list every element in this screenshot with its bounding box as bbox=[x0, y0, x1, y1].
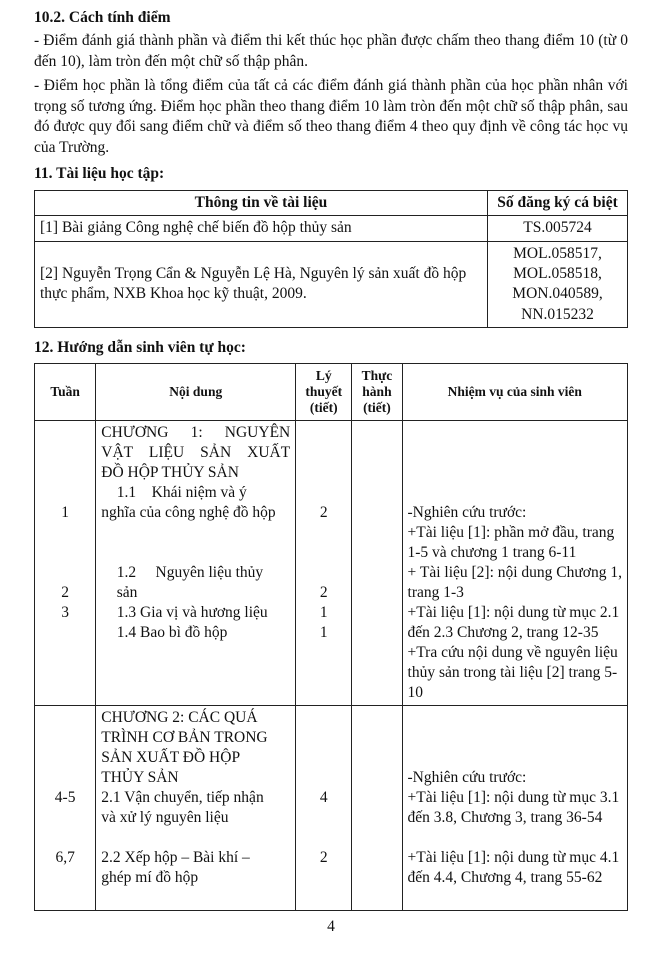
content-line: CHƯƠNG 2: CÁC QUÁ bbox=[101, 708, 258, 726]
header-week: Tuần bbox=[35, 363, 96, 420]
table-row bbox=[35, 420, 628, 705]
task-line: đến 4.4, Chương 4, trang 55-62 bbox=[407, 868, 603, 886]
theory-line bbox=[301, 423, 346, 443]
content-line: CHƯƠNG 1: NGUYÊN bbox=[101, 423, 291, 441]
task-line: đến 2.3 Chương 2, trang 12-35 bbox=[407, 623, 599, 641]
grading-paragraph-1: - Điểm đánh giá thành phần và điểm thi kết thúc học phần được chấm theo thang điểm 10 (từ 0 đến 10), làm tròn đến một chữ số thập phân. bbox=[34, 32, 628, 70]
content-line: ĐỒ HỘP THỦY SẢN bbox=[101, 463, 239, 481]
week-line bbox=[40, 768, 90, 788]
theory-line bbox=[301, 708, 346, 728]
content-line: 2.1 Vận chuyển, tiếp nhận bbox=[101, 788, 264, 806]
week-line bbox=[40, 728, 90, 748]
content-line: 2.2 Xếp hộp – Bài khí – bbox=[101, 848, 250, 866]
header-theory bbox=[296, 363, 352, 420]
theory-line bbox=[301, 868, 346, 888]
task-line: 1-5 và chương 1 trang 6-11 bbox=[407, 543, 577, 561]
header-tasks: Nhiệm vụ của sinh viên bbox=[402, 363, 627, 420]
task-line bbox=[408, 443, 622, 463]
header-theory-line: Lý bbox=[315, 367, 332, 383]
theory-line bbox=[301, 888, 346, 908]
self-study-header-row bbox=[35, 363, 628, 420]
week-line: 1 bbox=[61, 503, 69, 521]
week-line bbox=[40, 748, 90, 768]
material-code-line: TS.005724 bbox=[523, 219, 592, 237]
week-line: 2 bbox=[61, 583, 69, 601]
material-code bbox=[488, 216, 628, 241]
content-cell bbox=[96, 705, 296, 910]
grading-paragraph-2: - Điểm học phần là tổng điểm của tất cả các điểm đánh giá thành phần của học phần nhân với trọng số tương ứng. Điểm học phần theo thang điểm 10 làm tròn đến một chữ số thập phân, sau đó được quy đổi sang điểm chữ và điểm số theo thang điểm 4 theo quy định về công tác học vụ của Trường. bbox=[34, 77, 628, 156]
theory-line bbox=[301, 543, 346, 563]
material-code bbox=[488, 241, 628, 328]
material-code-line: MOL.058517, bbox=[513, 244, 602, 262]
week-line bbox=[40, 563, 90, 583]
task-line: -Nghiên cứu trước: bbox=[407, 503, 527, 521]
task-line bbox=[408, 728, 622, 748]
self-study-table bbox=[34, 363, 628, 911]
materials-header-code: Số đăng ký cá biệt bbox=[488, 190, 628, 215]
header-practice-line: hành bbox=[362, 383, 392, 399]
header-practice-line: Thực bbox=[361, 367, 393, 383]
content-line bbox=[101, 683, 290, 703]
week-line bbox=[40, 543, 90, 563]
task-line: -Nghiên cứu trước: bbox=[407, 768, 527, 786]
materials-table bbox=[34, 190, 628, 329]
theory-cell bbox=[296, 420, 352, 705]
theory-line: 2 bbox=[319, 503, 328, 521]
section-grading-heading: 10.2. Cách tính điểm bbox=[34, 9, 171, 26]
section-materials-heading: 11. Tài liệu học tập: bbox=[34, 165, 165, 183]
header-practice-line: (tiết) bbox=[363, 399, 391, 415]
week-line bbox=[40, 808, 90, 828]
task-line: +Tài liệu [1]: nội dung từ mục 3.1 bbox=[407, 788, 620, 806]
task-line bbox=[408, 708, 622, 728]
task-line: +Tài liệu [1]: nội dung từ mục 2.1 bbox=[407, 603, 620, 621]
content-line bbox=[101, 888, 290, 908]
task-line bbox=[408, 748, 622, 768]
content-line: 1.1 Khái niệm và ý bbox=[101, 483, 247, 501]
material-info: [1] Bài giảng Công nghệ chế biến đồ hộp thủy sản bbox=[35, 216, 488, 241]
table-row bbox=[35, 705, 628, 910]
materials-header-info: Thông tin về tài liệu bbox=[35, 190, 488, 215]
week-line bbox=[40, 623, 90, 643]
theory-line bbox=[301, 443, 346, 463]
header-practice bbox=[352, 363, 402, 420]
content-line: SẢN XUẤT ĐỒ HỘP bbox=[101, 748, 241, 766]
theory-line bbox=[301, 768, 346, 788]
week-line bbox=[40, 663, 90, 683]
practice-cell bbox=[352, 420, 402, 705]
table-row bbox=[35, 241, 628, 328]
task-line: +Tài liệu [1]: phần mở đầu, trang bbox=[407, 523, 615, 541]
material-code-line: MOL.058518, bbox=[513, 264, 602, 282]
week-line bbox=[40, 483, 90, 503]
header-theory-line: (tiết) bbox=[309, 399, 338, 415]
practice-cell bbox=[352, 705, 402, 910]
theory-line: 2 bbox=[319, 583, 328, 601]
theory-line bbox=[301, 748, 346, 768]
theory-line bbox=[301, 683, 346, 703]
week-line bbox=[40, 523, 90, 543]
week-line bbox=[40, 828, 90, 848]
task-cell bbox=[402, 705, 627, 910]
week-line: 3 bbox=[61, 603, 69, 621]
week-line bbox=[40, 443, 90, 463]
content-line: 1.2 Nguyên liệu thủy bbox=[101, 563, 264, 581]
header-theory-line: thuyết bbox=[305, 383, 343, 399]
section-self-study bbox=[34, 338, 628, 910]
material-code-line: MON.040589, bbox=[512, 285, 603, 303]
theory-line bbox=[301, 828, 346, 848]
theory-line bbox=[301, 483, 346, 503]
content-line: VẬT LIỆU SẢN XUẤT bbox=[101, 443, 291, 461]
content-line: TRÌNH CƠ BẢN TRONG bbox=[101, 728, 268, 746]
content-line: và xử lý nguyên liệu bbox=[101, 808, 229, 826]
task-line: đến 3.8, Chương 3, trang 36-54 bbox=[407, 808, 603, 826]
task-line: 10 bbox=[407, 683, 424, 701]
theory-line bbox=[301, 643, 346, 663]
content-line bbox=[101, 543, 290, 563]
task-line: +Tài liệu [1]: nội dung từ mục 4.1 bbox=[407, 848, 620, 866]
content-line: 1.4 Bao bì đồ hộp bbox=[101, 623, 228, 641]
theory-cell bbox=[296, 705, 352, 910]
content-line: sản bbox=[101, 583, 138, 601]
content-line: 1.3 Gia vị và hương liệu bbox=[101, 603, 268, 621]
task-cell bbox=[402, 420, 627, 705]
week-cell bbox=[35, 420, 96, 705]
week-line: 4-5 bbox=[54, 788, 76, 806]
theory-line bbox=[301, 808, 346, 828]
content-line bbox=[101, 523, 290, 543]
material-code-line: NN.015232 bbox=[521, 305, 594, 323]
theory-line: 2 bbox=[319, 848, 328, 866]
content-line bbox=[101, 828, 290, 848]
week-line bbox=[40, 463, 90, 483]
week-line bbox=[40, 888, 90, 908]
material-info: [2] Nguyễn Trọng Cẩn & Nguyễn Lệ Hà, Nguyên lý sản xuất đồ hộp thực phẩm, NXB Khoa học kỹ thuật, 2009. bbox=[35, 241, 488, 328]
week-line bbox=[40, 708, 90, 728]
header-content: Nội dung bbox=[96, 363, 296, 420]
task-line bbox=[408, 423, 622, 443]
section-grading bbox=[34, 8, 628, 158]
content-line: nghĩa của công nghệ đồ hộp bbox=[101, 503, 276, 521]
task-line bbox=[408, 483, 622, 503]
theory-line bbox=[301, 728, 346, 748]
task-line: thủy sản trong tài liệu [2] trang 5- bbox=[407, 663, 618, 681]
content-cell bbox=[96, 420, 296, 705]
theory-line: 4 bbox=[319, 788, 328, 806]
table-row bbox=[35, 216, 628, 241]
task-line: trang 1-3 bbox=[407, 583, 464, 601]
theory-line: 1 bbox=[319, 623, 328, 641]
theory-line bbox=[301, 463, 346, 483]
week-line bbox=[40, 868, 90, 888]
section-self-study-heading: 12. Hướng dẫn sinh viên tự học: bbox=[34, 339, 246, 357]
week-line bbox=[40, 683, 90, 703]
task-line bbox=[408, 828, 622, 848]
week-line: 6,7 bbox=[55, 848, 75, 866]
page-number: 4 bbox=[327, 918, 335, 935]
materials-header-row bbox=[35, 190, 628, 215]
content-line bbox=[101, 643, 290, 663]
task-line: + Tài liệu [2]: nội dung Chương 1, bbox=[407, 563, 622, 581]
theory-line bbox=[301, 663, 346, 683]
week-line bbox=[40, 423, 90, 443]
task-line bbox=[408, 463, 622, 483]
week-cell bbox=[35, 705, 96, 910]
task-line bbox=[408, 888, 622, 908]
week-line bbox=[40, 643, 90, 663]
content-line: ghép mí đồ hộp bbox=[101, 868, 199, 886]
content-line bbox=[101, 663, 290, 683]
task-line: +Tra cứu nội dung về nguyên liệu bbox=[407, 643, 618, 661]
theory-line bbox=[301, 563, 346, 583]
theory-line bbox=[301, 523, 346, 543]
content-line: THỦY SẢN bbox=[101, 768, 179, 786]
theory-line: 1 bbox=[319, 603, 328, 621]
section-materials bbox=[34, 164, 628, 328]
